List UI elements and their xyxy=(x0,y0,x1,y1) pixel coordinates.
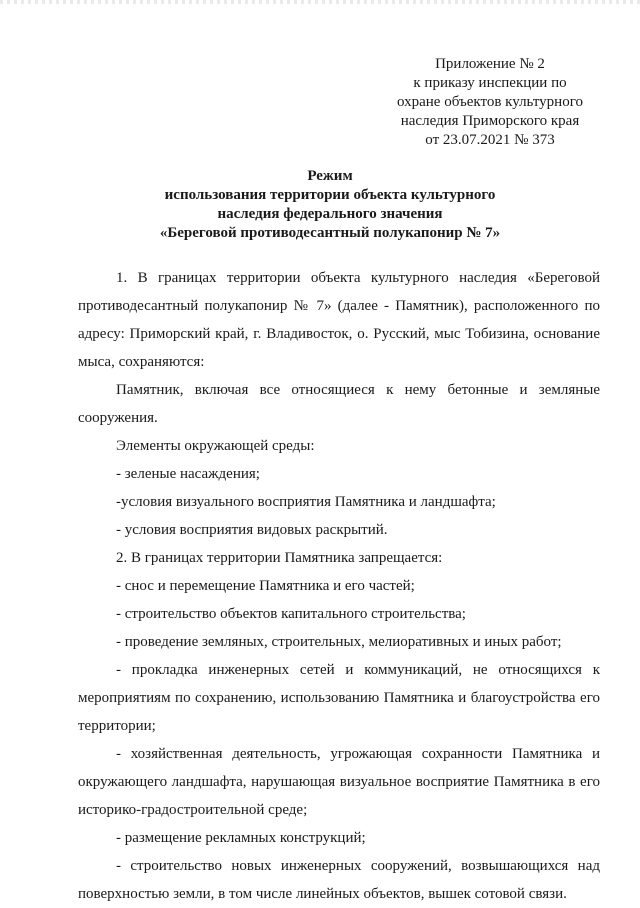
list-item: - прокладка инженерных сетей и коммуникаций, не относящихся к мероприятиям по сохранению, использованию Памятника и благоустройства его территории; xyxy=(78,662,600,734)
appendix-line: Приложение № 2 xyxy=(435,56,545,72)
appendix-line: наследия Приморского края xyxy=(400,113,580,129)
appendix-header xyxy=(370,55,610,150)
appendix-line: от 23.07.2021 № 373 xyxy=(425,132,555,148)
paragraph-2-prohibited: 2. В границах территории Памятника запрещается: xyxy=(116,550,443,566)
title-line: наследия федерального значения xyxy=(217,206,443,222)
document-title xyxy=(60,167,600,243)
paragraph-1-preserved: 1. В границах территории объекта культурного наследия «Береговой противодесантный полукапонир № 7» (далее - Памятник), расположенного по адресу: Приморский край, г. Владивосток, о. Русский, мыс Тобизина, основание мыса, сохраняются: xyxy=(78,270,600,370)
list-item: - строительство объектов капитального строительства; xyxy=(116,606,466,622)
appendix-line: охране объектов культурного xyxy=(396,94,583,110)
list-item: -условия визуального восприятия Памятника и ландшафта; xyxy=(116,494,496,510)
list-item: - строительство новых инженерных сооружений, возвышающихся над поверхностью земли, в том числе линейных объектов, вышек сотовой связи. xyxy=(78,858,600,902)
title-line: Режим xyxy=(307,168,353,184)
paragraph-environment-elements: Элементы окружающей среды: xyxy=(116,438,315,454)
list-item: - размещение рекламных конструкций; xyxy=(116,830,366,846)
scan-edge-artifact xyxy=(0,0,640,4)
title-line: «Береговой противодесантный полукапонир № 7» xyxy=(159,225,501,241)
list-item: - зеленые насаждения; xyxy=(116,466,260,482)
list-item: - условия восприятия видовых раскрытий. xyxy=(116,522,388,538)
document-body xyxy=(78,264,600,908)
title-line: использования территории объекта культурного xyxy=(164,187,496,203)
list-item: - хозяйственная деятельность, угрожающая сохранности Памятника и окружающего ландшафта, нарушающая визуальное восприятие Памятника в его историко-градостроительной среде; xyxy=(78,746,600,818)
list-item: - снос и перемещение Памятника и его частей; xyxy=(116,578,415,594)
appendix-line: к приказу инспекции по xyxy=(413,75,567,91)
list-item: - проведение земляных, строительных, мелиоративных и иных работ; xyxy=(116,634,562,650)
paragraph-monument: Памятник, включая все относящиеся к нему бетонные и земляные сооружения. xyxy=(78,382,600,426)
